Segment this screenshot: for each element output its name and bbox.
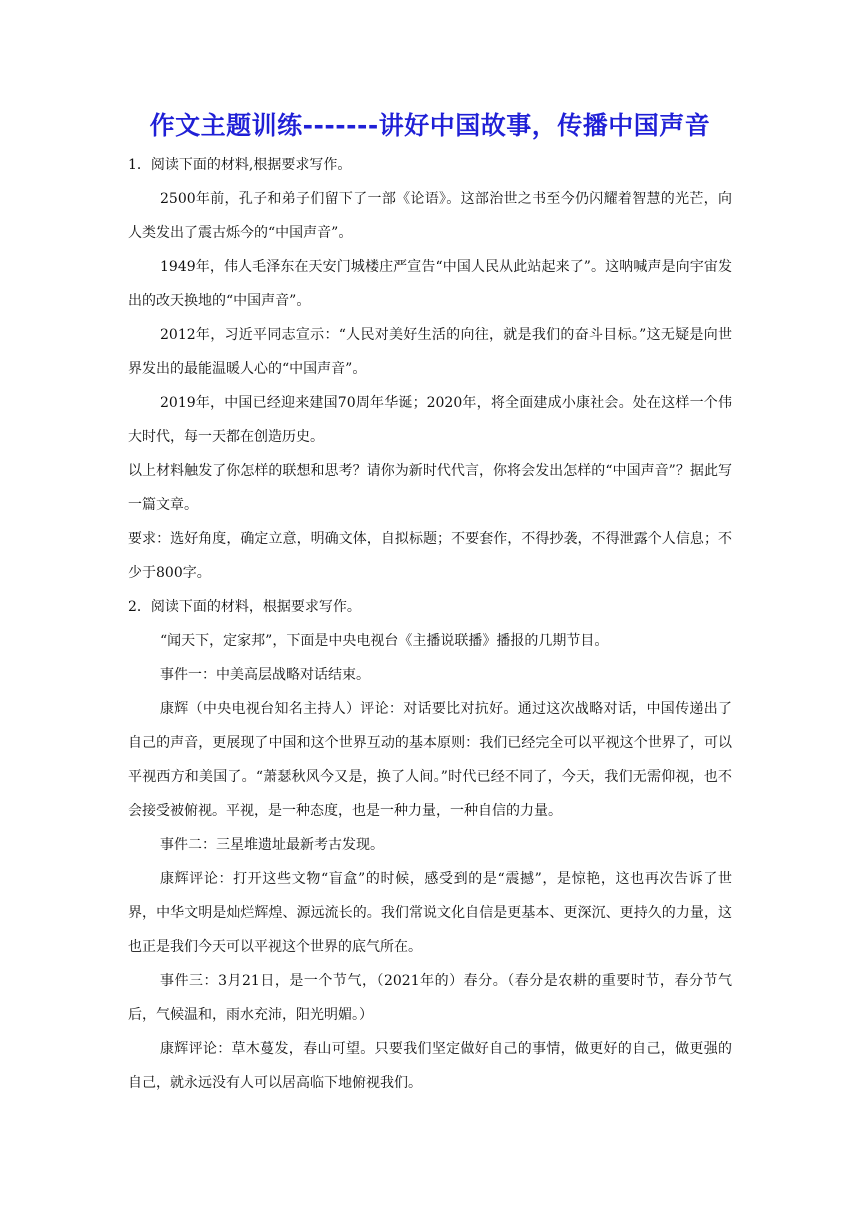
q2-paragraph: 康辉评论：草木蔓发，春山可望。只要我们坚定做好自己的事情，做更好的自己，做更强的自己，就永远没有人可以居高临下地俯视我们。 (128, 1041, 732, 1091)
q1-question: 以上材料触发了你怎样的联想和思考？请你为新时代代言，你将会发出怎样的“中国声音”？据此写一篇文章。 (128, 463, 732, 513)
q1-paragraph: 2019年，中国已经迎来建国70周年华诞；2020年，将全面建成小康社会。处在这样一个伟大时代，每一天都在创造历史。 (128, 395, 732, 445)
q1-paragraph: 2500年前，孔子和弟子们留下了一部《论语》。这部治世之书至今仍闪耀着智慧的光芒，向人类发出了震古烁今的“中国声音”。 (128, 191, 732, 241)
q1-paragraph: 2012年，习近平同志宣示：“人民对美好生活的向往，就是我们的奋斗目标。”这无疑是向世界发出的最能温暖人心的“中国声音”。 (128, 327, 732, 377)
q2-paragraph: 事件三：3月21日，是一个节气，（2021年的）春分。（春分是农耕的重要时节，春分节气后，气候温和，雨水充沛，阳光明媚。） (128, 973, 732, 1023)
q2-paragraph: 康辉评论：打开这些文物“盲盒”的时候，感受到的是“震撼”，是惊艳，这也再次告诉了世界，中华文明是灿烂辉煌、源远流长的。我们常说文化自信是更基本、更深沉、更持久的力量，这也正是我们今天可以平视这个世界的底气所在。 (128, 871, 732, 955)
q2-prompt: 2．阅读下面的材料，根据要求写作。 (128, 599, 361, 615)
document-title: 作文主题训练-------讲好中国故事，传播中国声音 (149, 111, 711, 140)
q1-prompt: 1．阅读下面的材料,根据要求写作。 (128, 157, 352, 173)
q2-paragraph: 康辉（中央电视台知名主持人）评论：对话要比对抗好。通过这次战略对话，中国传递出了自己的声音，更展现了中国和这个世界互动的基本原则：我们已经完全可以平视这个世界了，可以平视西方和美国了。“萧瑟秋风今又是，换了人间。”时代已经不同了，今天，我们无需仰视，也不会接受被俯视。平视，是一种态度，也是一种力量，一种自信的力量。 (128, 701, 732, 819)
q2-paragraph: 事件一：中美高层战略对话结束。 (160, 667, 370, 683)
q2-paragraph: “闻天下，定家邦”，下面是中央电视台《主播说联播》播报的几期节目。 (160, 633, 609, 649)
q2-paragraph: 事件二：三星堆遗址最新考古发现。 (160, 837, 384, 853)
q1-paragraph: 1949年，伟人毛泽东在天安门城楼庄严宣告“中国人民从此站起来了”。这呐喊声是向宇宙发出的改天换地的“中国声音”。 (128, 259, 732, 309)
q1-requirement: 要求：选好角度，确定立意，明确文体，自拟标题；不要套作，不得抄袭，不得泄露个人信息；不少于800字。 (128, 531, 732, 581)
